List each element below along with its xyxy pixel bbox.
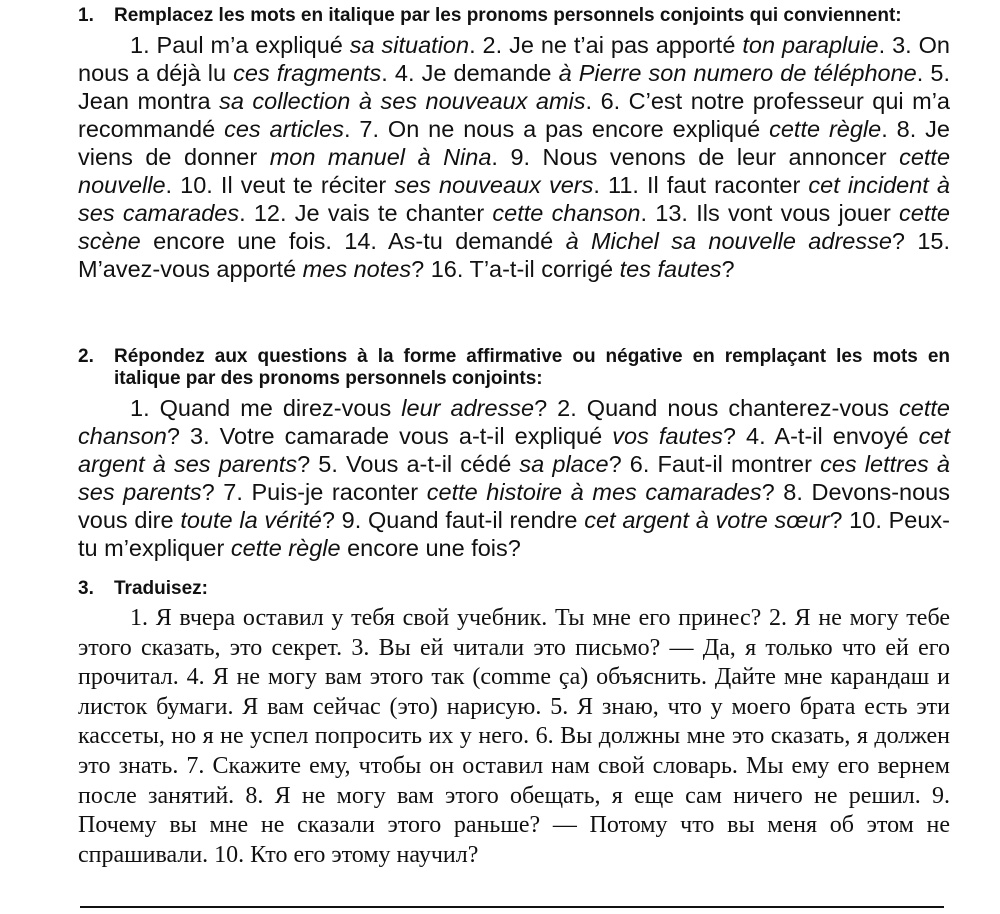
text-segment: . 12. Je vais te chanter xyxy=(239,200,493,226)
text-segment: ? xyxy=(721,256,735,282)
text-segment: . 4. Je demande xyxy=(381,60,559,86)
text-segment: . 11. Il faut raconter xyxy=(593,172,809,198)
exercise-3 xyxy=(78,578,950,870)
exercise-text xyxy=(78,394,950,562)
bottom-rule xyxy=(80,906,944,908)
text-segment: . 3. On nous a déjà lu xyxy=(78,32,950,86)
text-segment: . 10. Il veut te réciter xyxy=(165,172,395,198)
italic-phrase: cette scène xyxy=(78,200,950,254)
exercise-2 xyxy=(78,346,950,562)
text-segment: ? 4. A-t-il envoyé xyxy=(722,423,919,449)
italic-phrase: cet incident à ses camarades xyxy=(78,172,950,226)
italic-phrase: mes notes xyxy=(302,256,412,282)
italic-phrase: sa situation xyxy=(349,32,470,58)
text-segment: . 7. On ne nous a pas encore expliqué xyxy=(343,116,770,142)
text-segment: ? 16. T’a-t-il corrigé xyxy=(411,256,620,282)
italic-phrase: vos fautes xyxy=(612,423,723,449)
text-segment: ? 15. M’avez-vous apporté xyxy=(78,228,950,282)
exercise-heading xyxy=(78,578,950,600)
text-segment: encore une fois. 14. As-tu demandé xyxy=(140,228,566,254)
italic-phrase: cet argent à ses parents xyxy=(78,423,950,477)
exercise-number: 3. xyxy=(78,578,94,599)
italic-phrase: cette histoire à mes camarades xyxy=(426,479,762,505)
text-segment: 1. Paul m’a expliqué xyxy=(130,32,350,58)
exercise-text xyxy=(78,31,950,283)
italic-phrase: ces articles xyxy=(224,116,344,142)
exercise-instruction: Traduisez: xyxy=(114,578,208,599)
text-segment: . 13. Ils vont vous jouer xyxy=(640,200,900,226)
text-segment: ? 2. Quand nous chanterez-vous xyxy=(534,395,900,421)
exercise-number: 2. xyxy=(78,346,94,367)
italic-phrase: sa place xyxy=(519,451,609,477)
text-segment: . 2. Je ne t’ai pas apporté xyxy=(469,32,743,58)
text-segment: ? 5. Vous a-t-il cédé xyxy=(297,451,520,477)
italic-phrase: leur adresse xyxy=(401,395,535,421)
italic-phrase: ces fragments xyxy=(233,60,382,86)
italic-phrase: cette nouvelle xyxy=(78,144,951,198)
italic-phrase: ton parapluie xyxy=(742,32,879,58)
italic-phrase: ses nouveaux vers xyxy=(394,172,594,198)
text-segment: . 5. Jean montra xyxy=(78,60,950,114)
exercise-heading xyxy=(78,346,950,390)
italic-phrase: sa collection à ses nouveaux amis xyxy=(219,88,586,114)
italic-phrase: cette chanson xyxy=(78,395,950,449)
exercise-1 xyxy=(78,5,950,283)
text-segment: ? 10. Peux-tu m’expliquer xyxy=(78,507,950,561)
exercise-heading xyxy=(78,5,950,27)
italic-phrase: cette règle xyxy=(769,116,882,142)
text-segment: ? 6. Faut-il montrer xyxy=(608,451,821,477)
text-segment: 1. Quand me direz-vous xyxy=(130,395,402,421)
text-segment: encore une fois? xyxy=(340,535,521,561)
italic-phrase: ces lettres à ses parents xyxy=(78,451,951,505)
text-segment: ? 3. Votre camarade vous a-t-il expliqué xyxy=(166,423,613,449)
text-segment: ? 9. Quand faut-il rendre xyxy=(321,507,585,533)
text-segment: . 6. C’est notre professeur qui m’a recommandé xyxy=(78,88,951,142)
text-segment: ? 8. Devons-nous vous dire xyxy=(78,479,950,533)
italic-phrase: à Michel sa nouvelle adresse xyxy=(565,228,892,254)
italic-phrase: toute la vérité xyxy=(180,507,322,533)
italic-phrase: à Pierre son numero de téléphone xyxy=(558,60,917,86)
italic-phrase: mon manuel à Nina xyxy=(269,144,492,170)
italic-phrase: tes fautes xyxy=(619,256,722,282)
exercise-text xyxy=(78,604,950,870)
exercise-instruction: Répondez aux questions à la forme affirmative ou négative en remplaçant les mots en italique par des pronoms personnels conjoints: xyxy=(114,346,950,389)
italic-phrase: cet argent à votre sœur xyxy=(584,507,830,533)
text-segment: 1. Я вчера оставил у тебя свой учебник. Ты мне его принес? 2. Я не могу тебе этого сказать, это секрет. 3. Вы ей читали это письмо? — Да, я только что ей его прочитал. 4. Я не могу вам этого так (comme ça) объяснить. Дайте мне карандаш и листок бумаги. Я вам сейчас (это) нарисую. 5. Я знаю, что у моего брата есть эти кассеты, но я не успел попросить их у него. 6. Вы должны мне это сказать, я должен это знать. 7. Скажите ему, чтобы он оставил нам свой словарь. Мы ему его вернем после занятий. 8. Я не могу вам этого обещать, я еще сам ничего не решил. 9. Почему вы мне не сказали этого раньше? — Потому что вы меня об этом не спрашивали. 10. Кто его этому научил? xyxy=(78,605,950,868)
italic-phrase: cette règle xyxy=(230,535,341,561)
text-segment: . 9. Nous venons de leur annoncer xyxy=(491,144,900,170)
text-segment: ? 7. Puis-je raconter xyxy=(201,479,427,505)
text-segment: . 8. Je viens de donner xyxy=(78,116,950,170)
exercise-instruction: Remplacez les mots en italique par les pronoms personnels conjoints qui conviennent: xyxy=(114,5,902,26)
italic-phrase: cette chanson xyxy=(492,200,641,226)
exercise-number: 1. xyxy=(78,5,94,26)
